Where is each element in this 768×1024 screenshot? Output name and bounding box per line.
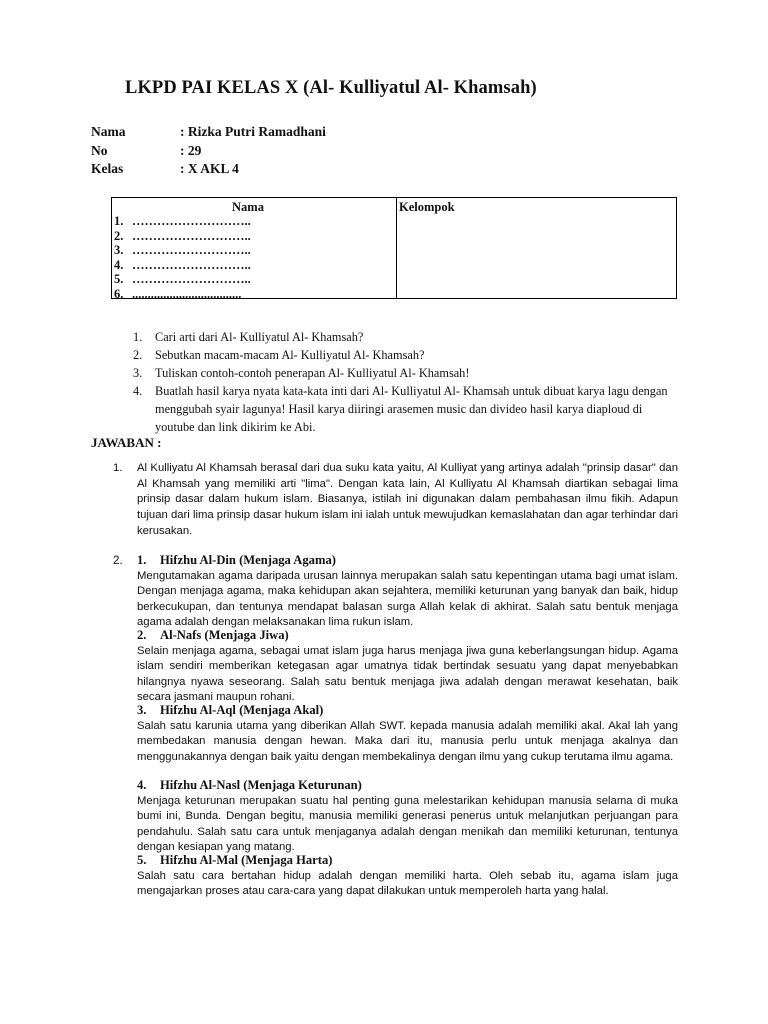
- section-title: Al-Nafs (Menjaga Jiwa): [160, 628, 289, 642]
- section-title: Hifzhu Al-Din (Menjaga Agama): [160, 553, 336, 567]
- identity-row-number: [91, 143, 201, 159]
- identity-label: Nama: [91, 124, 126, 139]
- question-item: [133, 364, 681, 382]
- section-heading: [137, 703, 323, 718]
- member-blank: ………………………..: [132, 243, 251, 257]
- member-list: [114, 214, 251, 301]
- answers-heading: JAWABAN :: [91, 435, 162, 450]
- section-heading: [137, 553, 336, 568]
- section-body: Salah satu cara bertahan hidup adalah dengan memiliki harta. Oleh sebab itu, agama islam juga mengajarkan proses atau cara-cara yang dapat dilakukan untuk memperoleh harta yang halal.: [137, 870, 678, 898]
- member-blank: ………………………..: [132, 228, 251, 243]
- member-row: [114, 272, 251, 287]
- question-text: Sebutkan macam-macam Al- Kulliyatul Al- Khamsah?: [155, 348, 425, 362]
- answer-1: [113, 461, 678, 540]
- table-header-name: Nama: [232, 200, 264, 214]
- section-body: Salah satu karunia utama yang diberikan Allah SWT. kepada manusia adalah memiliki akal. Akal lah yang membedakan manusia dengan hewan. Maka dari itu, manusia perlu untuk menjaga akalnya dan menggunakannya dengan baik yaitu dengan membekalinya dengan ilmu yang cukup terutama ilmu agama.: [137, 720, 678, 763]
- answer-2-number: 2.: [113, 554, 123, 567]
- identity-row-class: [91, 161, 239, 177]
- section-number: 2.: [137, 628, 147, 642]
- member-number: 5.: [114, 272, 124, 286]
- section-title: Hifzhu Al-Nasl (Menjaga Keturunan): [160, 778, 362, 792]
- section-title: Hifzhu Al-Mal (Menjaga Harta): [160, 853, 333, 867]
- section-number: 5.: [137, 853, 147, 867]
- answer-number: 1.: [113, 462, 123, 474]
- question-text: Buatlah hasil karya nyata kata-kata inti dari Al- Kulliyatul Al- Khamsah untuk dibuat karya lagu dengan menggubah syair lagunya! Hasil karya diiringi arasemen music dan divideo hasil karya diaploud di youtube dan link dikirim ke Abi.: [155, 384, 668, 434]
- member-row: [114, 243, 251, 258]
- member-blank: ………………………..: [132, 257, 251, 272]
- question-text: Tuliskan contoh-contoh penerapan Al- Kulliyatul Al- Khamsah!: [155, 366, 470, 380]
- member-blank: ………………………..: [132, 214, 251, 228]
- question-number: 2.: [133, 348, 143, 362]
- member-number: 2.: [114, 228, 124, 243]
- page-title: LKPD PAI KELAS X (Al- Kulliyatul Al- Khamsah): [125, 78, 537, 98]
- question-item: [133, 328, 681, 346]
- question-number: 3.: [133, 366, 143, 380]
- section-title: Hifzhu Al-Aql (Menjaga Akal): [160, 703, 324, 717]
- member-blank: ...................................: [132, 286, 242, 301]
- member-number: 3.: [114, 243, 124, 257]
- table-divider: [396, 198, 397, 298]
- member-row: [114, 258, 251, 273]
- section-body: Menjaga keturunan merupakan suatu hal penting guna melestarikan kehidupan manusia selama di muka bumi ini, Bunda. Dengan begitu, manusia memiliki generasi penerus untuk melanjutkan perjuangan para pendahulu. Salah satu cara untuk menjaganya adalah dengan menikah dan memiliki keturunan, tentunya dengan kesiapan yang matang.: [137, 795, 678, 853]
- section-number: 1.: [137, 553, 147, 567]
- group-table: [111, 197, 677, 299]
- identity-label: No: [91, 143, 108, 158]
- question-item: [133, 346, 681, 364]
- member-number: 1.: [114, 214, 124, 228]
- identity-row-name: [91, 124, 326, 140]
- answer-text: Al Kulliyatu Al Khamsah berasal dari dua suku kata yaitu, Al Kulliyat yang artinya adalah "prinsip dasar" dan Al Khamsah yang memiliki arti "lima". Dengan kata lain, Al Kulliyatu Al Khamsah diartikan sebagai lima prinsip dasar dalam hukum islam. Biasanya, istilah ini digunakan dalam pembahasan ilmu fikih. Adapun tujuan dari lima prinsip dasar hukum islam ini ialah untuk mewujudkan kemaslahatan dan agar terhindar dari kerusakan.: [137, 462, 678, 537]
- section-number: 4.: [137, 778, 147, 792]
- section-heading: [137, 628, 289, 643]
- section-number: 3.: [137, 703, 147, 717]
- member-number: 4.: [114, 257, 124, 272]
- question-item: [133, 382, 681, 436]
- section-heading: [137, 778, 362, 793]
- member-row: [114, 287, 251, 302]
- identity-value: : X AKL 4: [180, 161, 239, 176]
- member-blank: ………………………..: [132, 272, 251, 286]
- identity-label: Kelas: [91, 161, 124, 176]
- member-row: [114, 214, 251, 229]
- question-list: [133, 328, 681, 436]
- question-number: 4.: [133, 384, 143, 398]
- identity-value: : 29: [180, 143, 202, 158]
- question-text: Cari arti dari Al- Kulliyatul Al- Khamsah?: [155, 330, 364, 344]
- section-body: Mengutamakan agama daripada urusan lainnya merupakan salah satu kepentingan utama bagi umat islam. Dengan menjaga agama, maka kehidupan akan sejahtera, memiliki keturunan yang banyak dan baik, hidup berkecukupan, dan tentunya mendapat balasan surga Allah kelak di akhirat. Salah satu bentuk menjaga agama adalah dengan melaksanakan lima rukun islam.: [137, 570, 678, 628]
- question-number: 1.: [133, 330, 143, 344]
- identity-value: : Rizka Putri Ramadhani: [180, 124, 326, 139]
- table-header-group: Kelompok: [399, 200, 455, 214]
- member-number: 6.: [114, 286, 124, 301]
- section-body: Selain menjaga agama, sebagai umat islam juga harus menjaga jiwa guna keberlangsungan hidup. Agama islam sendiri memberikan ketegasan agar umatnya tidak bertindak sesuatu yang dapat menyebabkan hilangnya nyawa seseorang. Salah satu bentuk menjaga jiwa adalah dengan merawat kesehatan, baik secara jasmani maupun rohani.: [137, 645, 678, 703]
- member-row: [114, 229, 251, 244]
- section-heading: [137, 853, 332, 868]
